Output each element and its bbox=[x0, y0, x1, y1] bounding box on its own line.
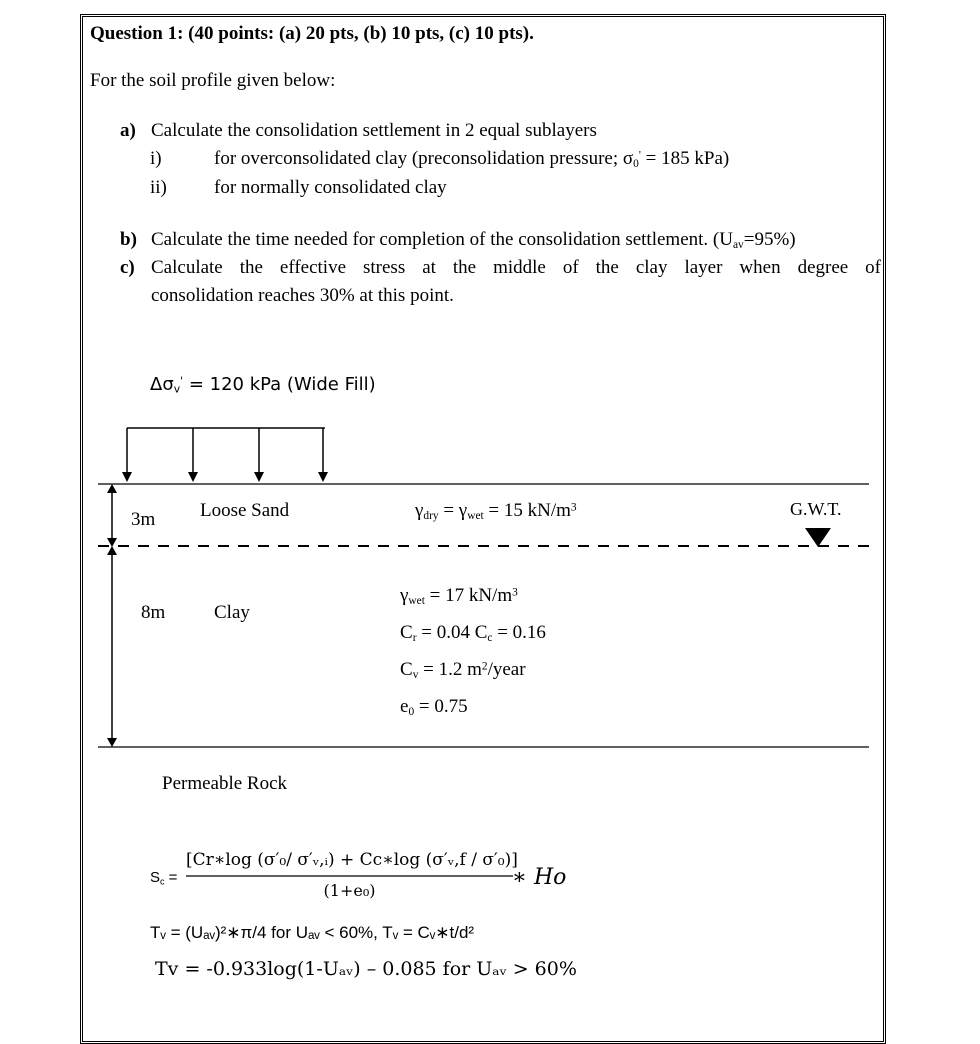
load-label: $\Delta\sigma_v' = 120$ kPa (Wide Fill) bbox=[150, 374, 376, 396]
load-arrowhead-2 bbox=[188, 472, 198, 482]
tv-formula-1: Tᵥ = (Uₐᵥ)²∗π/4 for Uₐᵥ < 60%, Tᵥ = Cᵥ∗t/d² bbox=[150, 923, 475, 942]
dimension-3m-arrowhead-top bbox=[107, 484, 117, 493]
dimension-8m-arrowhead-bottom bbox=[107, 738, 117, 747]
tv-formula-2: Tv = -0.933log(1-Uₐᵥ) – 0.085 for Uₐᵥ > 60% bbox=[155, 958, 577, 980]
item-a-marker: a) bbox=[120, 120, 136, 141]
item-i-text: for overconsolidated clay (preconsolidation pressure; $\sigma_0' = 185$ kPa) bbox=[214, 148, 730, 170]
clay-cv: $C_v = 1.2$ $m^2$/year bbox=[400, 659, 526, 681]
item-c-line2: consolidation reaches 30% at this point. bbox=[151, 285, 454, 306]
load-arrowhead-4 bbox=[318, 472, 328, 482]
item-i-marker: i) bbox=[150, 148, 162, 169]
item-ii-text: for normally consolidated clay bbox=[214, 177, 447, 198]
item-b-marker: b) bbox=[120, 229, 137, 250]
load-arrowhead-3 bbox=[254, 472, 264, 482]
clay-compression-indices: $C_r = 0.04$ $C_c = 0.16$ bbox=[400, 622, 546, 644]
clay-thickness: 8m bbox=[141, 602, 166, 623]
sand-label: Loose Sand bbox=[200, 500, 290, 521]
item-c-marker: c) bbox=[120, 257, 135, 278]
dimension-8m-arrowhead-top bbox=[107, 546, 117, 555]
intro-text: For the soil profile given below: bbox=[90, 70, 336, 91]
sand-unit-weight: $\gamma_{dry} = \gamma_{wet} = 15$ $kN/m^3$ bbox=[415, 500, 577, 522]
clay-unit-weight: $\gamma_{wet} = 17$ $kN/m^3$ bbox=[400, 585, 518, 607]
sc-numerator: [Cr∗log (σ′₀/ σ′ᵥ,ᵢ) + Cc∗log (σ′ᵥ,f / σ′₀)] bbox=[186, 850, 518, 870]
sand-thickness: 3m bbox=[131, 509, 156, 530]
load-arrowhead-1 bbox=[122, 472, 132, 482]
item-ii-marker: ii) bbox=[150, 177, 167, 198]
item-a-text: Calculate the consolidation settlement in 2 equal sublayers bbox=[151, 120, 597, 141]
rock-label: Permeable Rock bbox=[162, 773, 288, 794]
gwt-triangle-icon bbox=[805, 528, 831, 547]
sc-times-ho: ∗ Ho bbox=[512, 865, 567, 890]
clay-void-ratio: $e_0 = 0.75$ bbox=[400, 696, 468, 718]
gwt-label: G.W.T. bbox=[790, 499, 842, 519]
item-c-line1: Calculate the effective stress at the middle of the clay layer when degree of bbox=[151, 257, 881, 278]
clay-label: Clay bbox=[214, 602, 250, 623]
item-b-text: Calculate the time needed for completion of the consolidation settlement. $(U_{av}=95\%)$ bbox=[151, 229, 796, 251]
sc-label: $S_c$ = bbox=[150, 869, 178, 887]
sc-denominator: (1+e₀) bbox=[323, 881, 376, 900]
question-title: Question 1: (40 points: (a) 20 pts, (b) 10 pts, (c) 10 pts). bbox=[90, 23, 534, 44]
